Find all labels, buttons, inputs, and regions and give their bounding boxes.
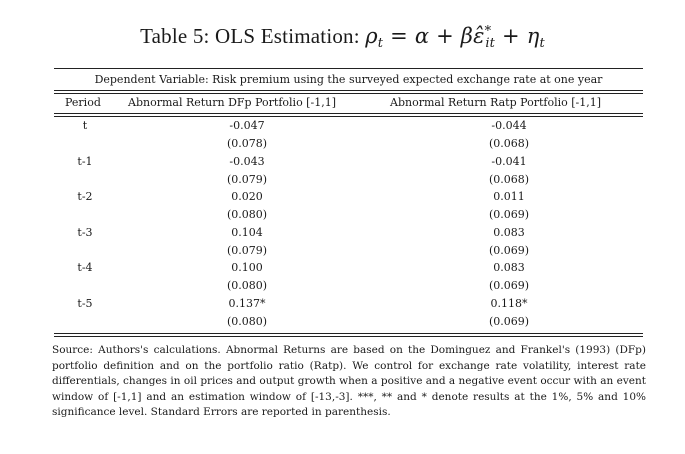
ratp-column-header: Abnormal Return Ratp Portfolio [-1,1] [390,96,602,109]
ratp-standard-error-cell: (0.069) [488,243,530,257]
dfp-standard-error-cell: (0.079) [226,243,268,257]
epsilon-subscript: it [485,36,496,51]
alpha-symbol: α [414,24,430,48]
ratp-standard-error-cell: (0.069) [488,279,530,293]
epsilon-hat-symbol: ε̂ [473,24,485,48]
title-prefix: Table 5: OLS Estimation: [140,24,360,48]
plus-sign: + [436,24,454,48]
ratp-standard-error-cell: (0.068) [488,137,530,150]
dfp-standard-error-cell: (0.080) [226,315,268,328]
epsilon-superscript: * [484,24,492,39]
ratp-coefficient-cell: -0.041 [491,154,527,168]
period-cell: t-1 [77,154,93,168]
rho-subscript: t [377,36,384,51]
dfp-standard-error-cell: (0.078) [226,137,268,150]
dfp-coefficient-cell: 0.020 [231,190,263,204]
dfp-standard-error-cell: (0.080) [226,208,268,222]
plus-sign: + [502,24,520,48]
dfp-standard-error-cell: (0.079) [226,172,268,186]
period-column-header: Period [65,96,101,109]
dfp-coefficient-cell: -0.043 [229,154,265,168]
dependent-rule-upper [54,90,643,91]
equals-sign: = [390,24,408,48]
dfp-column-header: Abnormal Return DFp Portfolio [-1,1] [128,96,336,109]
dfp-standard-error-cell: (0.080) [226,279,268,293]
rho-symbol: ρ [365,24,378,48]
title-equation [365,24,545,51]
eta-symbol: η [526,24,540,48]
period-cell: t-4 [77,261,93,275]
header-rule-upper [54,113,643,114]
source-note: Source: Authors's calculations. Abnormal Returns are based on the Dominguez and Frankel's (1993) (DFp) portfolio definition and on the portfolio ratio (Ratp). We control for exchange rate volatility, interest rate differentials, changes in oil prices and output growth when a positive and a negative event occur with an event window of [-1,1] and an estimation window of [-13,-3]. ***, ** and * denote results at the 1%, 5% and 10% significance level. Standard Errors are reported in parenthesis. [52,344,646,418]
ratp-coefficient-cell: -0.044 [491,119,527,132]
period-cell: t [82,119,88,132]
period-cell: t-3 [77,225,93,239]
bottom-rule-lower [54,336,643,337]
dependent-rule-lower [54,93,643,94]
ratp-standard-error-cell: (0.069) [488,208,530,222]
dfp-coefficient-cell: 0.137* [228,297,266,310]
table-title [0,24,685,51]
top-rule [54,68,643,69]
bottom-rule-upper [54,333,643,334]
ratp-coefficient-cell: 0.083 [493,261,525,275]
ratp-standard-error-cell: (0.068) [488,172,530,186]
dependent-variable-label: Dependent Variable: Risk premium using the surveyed expected exchange rate at one year [94,73,603,86]
dfp-coefficient-cell: -0.047 [229,119,265,132]
period-cell: t-5 [77,297,93,310]
eta-subscript: t [539,36,545,51]
period-cell: t-2 [77,190,93,204]
ratp-coefficient-cell: 0.118* [490,297,528,310]
beta-symbol: β [460,24,474,48]
ratp-coefficient-cell: 0.011 [493,190,525,204]
dfp-coefficient-cell: 0.104 [231,225,263,239]
dfp-coefficient-cell: 0.100 [231,261,263,275]
ratp-coefficient-cell: 0.083 [493,225,525,239]
ratp-standard-error-cell: (0.069) [488,315,530,328]
header-rule-lower [54,116,643,117]
